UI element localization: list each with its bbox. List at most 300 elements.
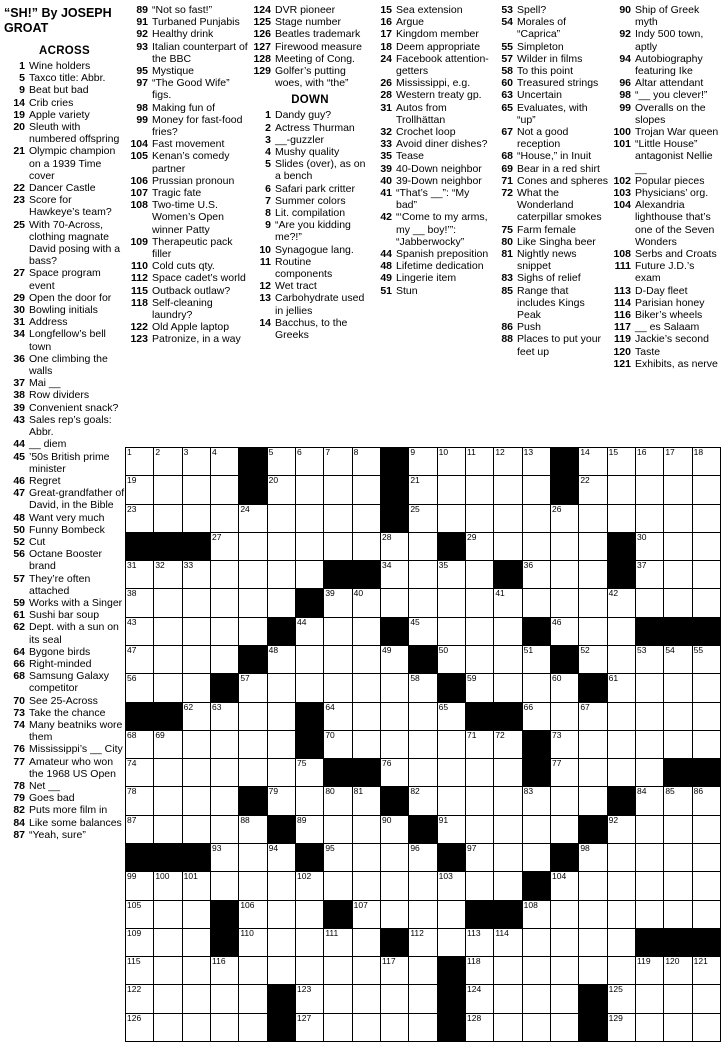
- cell-r16c3[interactable]: [183, 872, 210, 899]
- cell-r8c14[interactable]: [494, 646, 521, 673]
- cell-r11c3[interactable]: [183, 731, 210, 758]
- cell-r8c20[interactable]: [664, 646, 691, 673]
- cell-r11c14[interactable]: [494, 731, 521, 758]
- cell-r14c20[interactable]: [664, 816, 691, 843]
- cell-r5c6[interactable]: [268, 561, 295, 588]
- cell-r18c12[interactable]: [438, 929, 465, 956]
- cell-r19c17[interactable]: [579, 957, 606, 984]
- cell-r12c13[interactable]: [466, 759, 493, 786]
- cell-r17c20[interactable]: [664, 901, 691, 928]
- cell-r12c1[interactable]: [126, 759, 153, 786]
- cell-r13c19[interactable]: [636, 787, 663, 814]
- cell-r1c9[interactable]: [353, 448, 380, 475]
- cell-r14c13[interactable]: [466, 816, 493, 843]
- cell-r13c20[interactable]: [664, 787, 691, 814]
- cell-r16c5[interactable]: [239, 872, 266, 899]
- cell-r4c10[interactable]: [381, 533, 408, 560]
- cell-r1c17[interactable]: [579, 448, 606, 475]
- cell-r5c12[interactable]: [438, 561, 465, 588]
- cell-r13c15[interactable]: [523, 787, 550, 814]
- cell-r20c8[interactable]: [324, 985, 351, 1012]
- cell-r15c19[interactable]: [636, 844, 663, 871]
- cell-r1c12[interactable]: [438, 448, 465, 475]
- cell-r5c20[interactable]: [664, 561, 691, 588]
- cell-r21c15[interactable]: [523, 1014, 550, 1041]
- cell-r18c14[interactable]: [494, 929, 521, 956]
- cell-r11c16[interactable]: [551, 731, 578, 758]
- cell-r15c18[interactable]: [608, 844, 635, 871]
- cell-r8c2[interactable]: [154, 646, 181, 673]
- cell-r17c11[interactable]: [409, 901, 436, 928]
- cell-r9c19[interactable]: [636, 674, 663, 701]
- cell-r14c2[interactable]: [154, 816, 181, 843]
- cell-r4c11[interactable]: [409, 533, 436, 560]
- cell-r2c11[interactable]: [409, 476, 436, 503]
- cell-r14c1[interactable]: [126, 816, 153, 843]
- cell-r5c17[interactable]: [579, 561, 606, 588]
- cell-r19c9[interactable]: [353, 957, 380, 984]
- cell-r13c9[interactable]: [353, 787, 380, 814]
- cell-r11c11[interactable]: [409, 731, 436, 758]
- cell-r1c13[interactable]: [466, 448, 493, 475]
- cell-r7c9[interactable]: [353, 618, 380, 645]
- cell-r18c13[interactable]: [466, 929, 493, 956]
- cell-r13c2[interactable]: [154, 787, 181, 814]
- cell-r7c7[interactable]: [296, 618, 323, 645]
- cell-r11c18[interactable]: [608, 731, 635, 758]
- cell-r6c12[interactable]: [438, 589, 465, 616]
- cell-r6c11[interactable]: [409, 589, 436, 616]
- cell-r2c2[interactable]: [154, 476, 181, 503]
- cell-r18c17[interactable]: [579, 929, 606, 956]
- cell-r16c9[interactable]: [353, 872, 380, 899]
- cell-r20c9[interactable]: [353, 985, 380, 1012]
- cell-r9c15[interactable]: [523, 674, 550, 701]
- cell-r6c17[interactable]: [579, 589, 606, 616]
- cell-r11c13[interactable]: [466, 731, 493, 758]
- cell-r9c7[interactable]: [296, 674, 323, 701]
- cell-r20c11[interactable]: [409, 985, 436, 1012]
- cell-r16c14[interactable]: [494, 872, 521, 899]
- cell-r19c7[interactable]: [296, 957, 323, 984]
- cell-r20c10[interactable]: [381, 985, 408, 1012]
- cell-r19c18[interactable]: [608, 957, 635, 984]
- cell-r8c8[interactable]: [324, 646, 351, 673]
- cell-r21c9[interactable]: [353, 1014, 380, 1041]
- cell-r21c21[interactable]: [693, 1014, 720, 1041]
- cell-r2c19[interactable]: [636, 476, 663, 503]
- cell-r16c6[interactable]: [268, 872, 295, 899]
- cell-r16c16[interactable]: [551, 872, 578, 899]
- cell-r12c2[interactable]: [154, 759, 181, 786]
- cell-r20c15[interactable]: [523, 985, 550, 1012]
- cell-r9c3[interactable]: [183, 674, 210, 701]
- cell-r21c3[interactable]: [183, 1014, 210, 1041]
- cell-r15c13[interactable]: [466, 844, 493, 871]
- cell-r21c10[interactable]: [381, 1014, 408, 1041]
- cell-r21c16[interactable]: [551, 1014, 578, 1041]
- cell-r10c8[interactable]: [324, 703, 351, 730]
- cell-r15c4[interactable]: [211, 844, 238, 871]
- cell-r12c14[interactable]: [494, 759, 521, 786]
- cell-r4c4[interactable]: [211, 533, 238, 560]
- cell-r8c19[interactable]: [636, 646, 663, 673]
- cell-r9c1[interactable]: [126, 674, 153, 701]
- cell-r11c21[interactable]: [693, 731, 720, 758]
- cell-r13c21[interactable]: [693, 787, 720, 814]
- cell-r9c16[interactable]: [551, 674, 578, 701]
- cell-r10c9[interactable]: [353, 703, 380, 730]
- cell-r12c16[interactable]: [551, 759, 578, 786]
- cell-r5c5[interactable]: [239, 561, 266, 588]
- cell-r21c14[interactable]: [494, 1014, 521, 1041]
- cell-r18c2[interactable]: [154, 929, 181, 956]
- cell-r15c5[interactable]: [239, 844, 266, 871]
- cell-r14c9[interactable]: [353, 816, 380, 843]
- cell-r13c16[interactable]: [551, 787, 578, 814]
- cell-r16c8[interactable]: [324, 872, 351, 899]
- cell-r10c5[interactable]: [239, 703, 266, 730]
- cell-r14c3[interactable]: [183, 816, 210, 843]
- cell-r18c3[interactable]: [183, 929, 210, 956]
- cell-r21c4[interactable]: [211, 1014, 238, 1041]
- cell-r12c4[interactable]: [211, 759, 238, 786]
- cell-r6c21[interactable]: [693, 589, 720, 616]
- cell-r18c6[interactable]: [268, 929, 295, 956]
- cell-r4c19[interactable]: [636, 533, 663, 560]
- cell-r6c4[interactable]: [211, 589, 238, 616]
- cell-r3c1[interactable]: [126, 505, 153, 532]
- cell-r17c10[interactable]: [381, 901, 408, 928]
- cell-r17c9[interactable]: [353, 901, 380, 928]
- cell-r7c1[interactable]: [126, 618, 153, 645]
- cell-r4c6[interactable]: [268, 533, 295, 560]
- cell-r11c1[interactable]: [126, 731, 153, 758]
- cell-r3c4[interactable]: [211, 505, 238, 532]
- cell-r11c17[interactable]: [579, 731, 606, 758]
- cell-r19c15[interactable]: [523, 957, 550, 984]
- cell-r10c15[interactable]: [523, 703, 550, 730]
- cell-r7c13[interactable]: [466, 618, 493, 645]
- cell-r4c8[interactable]: [324, 533, 351, 560]
- cell-r8c3[interactable]: [183, 646, 210, 673]
- cell-r5c1[interactable]: [126, 561, 153, 588]
- cell-r15c20[interactable]: [664, 844, 691, 871]
- cell-r8c15[interactable]: [523, 646, 550, 673]
- cell-r3c6[interactable]: [268, 505, 295, 532]
- cell-r1c2[interactable]: [154, 448, 181, 475]
- cell-r5c15[interactable]: [523, 561, 550, 588]
- cell-r14c10[interactable]: [381, 816, 408, 843]
- cell-r17c1[interactable]: [126, 901, 153, 928]
- cell-r20c1[interactable]: [126, 985, 153, 1012]
- cell-r10c19[interactable]: [636, 703, 663, 730]
- cell-r16c11[interactable]: [409, 872, 436, 899]
- cell-r4c21[interactable]: [693, 533, 720, 560]
- cell-r13c1[interactable]: [126, 787, 153, 814]
- cell-r9c20[interactable]: [664, 674, 691, 701]
- cell-r21c8[interactable]: [324, 1014, 351, 1041]
- cell-r7c18[interactable]: [608, 618, 635, 645]
- cell-r17c7[interactable]: [296, 901, 323, 928]
- cell-r16c17[interactable]: [579, 872, 606, 899]
- cell-r3c17[interactable]: [579, 505, 606, 532]
- cell-r2c14[interactable]: [494, 476, 521, 503]
- cell-r13c12[interactable]: [438, 787, 465, 814]
- cell-r6c8[interactable]: [324, 589, 351, 616]
- cell-r7c17[interactable]: [579, 618, 606, 645]
- cell-r4c9[interactable]: [353, 533, 380, 560]
- cell-r11c10[interactable]: [381, 731, 408, 758]
- cell-r14c12[interactable]: [438, 816, 465, 843]
- cell-r1c3[interactable]: [183, 448, 210, 475]
- cell-r12c17[interactable]: [579, 759, 606, 786]
- cell-r21c5[interactable]: [239, 1014, 266, 1041]
- cell-r21c18[interactable]: [608, 1014, 635, 1041]
- cell-r7c4[interactable]: [211, 618, 238, 645]
- cell-r19c11[interactable]: [409, 957, 436, 984]
- cell-r19c20[interactable]: [664, 957, 691, 984]
- cell-r4c17[interactable]: [579, 533, 606, 560]
- cell-r8c4[interactable]: [211, 646, 238, 673]
- cell-r8c1[interactable]: [126, 646, 153, 673]
- cell-r10c17[interactable]: [579, 703, 606, 730]
- cell-r1c4[interactable]: [211, 448, 238, 475]
- cell-r10c16[interactable]: [551, 703, 578, 730]
- cell-r15c11[interactable]: [409, 844, 436, 871]
- cell-r9c9[interactable]: [353, 674, 380, 701]
- cell-r20c5[interactable]: [239, 985, 266, 1012]
- cell-r9c18[interactable]: [608, 674, 635, 701]
- cell-r9c10[interactable]: [381, 674, 408, 701]
- cell-r3c9[interactable]: [353, 505, 380, 532]
- cell-r2c7[interactable]: [296, 476, 323, 503]
- cell-r11c6[interactable]: [268, 731, 295, 758]
- cell-r6c10[interactable]: [381, 589, 408, 616]
- cell-r1c15[interactable]: [523, 448, 550, 475]
- cell-r14c14[interactable]: [494, 816, 521, 843]
- cell-r15c10[interactable]: [381, 844, 408, 871]
- cell-r10c3[interactable]: [183, 703, 210, 730]
- cell-r20c7[interactable]: [296, 985, 323, 1012]
- cell-r10c20[interactable]: [664, 703, 691, 730]
- cell-r3c21[interactable]: [693, 505, 720, 532]
- cell-r10c4[interactable]: [211, 703, 238, 730]
- cell-r7c16[interactable]: [551, 618, 578, 645]
- cell-r16c4[interactable]: [211, 872, 238, 899]
- cell-r2c13[interactable]: [466, 476, 493, 503]
- cell-r9c13[interactable]: [466, 674, 493, 701]
- cell-r19c2[interactable]: [154, 957, 181, 984]
- cell-r19c16[interactable]: [551, 957, 578, 984]
- cell-r3c14[interactable]: [494, 505, 521, 532]
- cell-r3c13[interactable]: [466, 505, 493, 532]
- cell-r3c7[interactable]: [296, 505, 323, 532]
- cell-r2c8[interactable]: [324, 476, 351, 503]
- cell-r2c6[interactable]: [268, 476, 295, 503]
- cell-r13c4[interactable]: [211, 787, 238, 814]
- cell-r10c6[interactable]: [268, 703, 295, 730]
- cell-r8c9[interactable]: [353, 646, 380, 673]
- cell-r7c3[interactable]: [183, 618, 210, 645]
- cell-r19c21[interactable]: [693, 957, 720, 984]
- cell-r12c7[interactable]: [296, 759, 323, 786]
- cell-r19c1[interactable]: [126, 957, 153, 984]
- cell-r6c3[interactable]: [183, 589, 210, 616]
- cell-r2c20[interactable]: [664, 476, 691, 503]
- cell-r21c11[interactable]: [409, 1014, 436, 1041]
- cell-r20c21[interactable]: [693, 985, 720, 1012]
- cell-r13c13[interactable]: [466, 787, 493, 814]
- cell-r3c11[interactable]: [409, 505, 436, 532]
- cell-r12c6[interactable]: [268, 759, 295, 786]
- cell-r14c8[interactable]: [324, 816, 351, 843]
- cell-r12c3[interactable]: [183, 759, 210, 786]
- cell-r20c19[interactable]: [636, 985, 663, 1012]
- cell-r4c20[interactable]: [664, 533, 691, 560]
- cell-r8c21[interactable]: [693, 646, 720, 673]
- cell-r12c10[interactable]: [381, 759, 408, 786]
- cell-r15c8[interactable]: [324, 844, 351, 871]
- cell-r8c17[interactable]: [579, 646, 606, 673]
- cell-r18c16[interactable]: [551, 929, 578, 956]
- cell-r14c7[interactable]: [296, 816, 323, 843]
- cell-r15c6[interactable]: [268, 844, 295, 871]
- cell-r3c5[interactable]: [239, 505, 266, 532]
- cell-r4c7[interactable]: [296, 533, 323, 560]
- cell-r6c14[interactable]: [494, 589, 521, 616]
- cell-r4c13[interactable]: [466, 533, 493, 560]
- cell-r17c3[interactable]: [183, 901, 210, 928]
- cell-r14c4[interactable]: [211, 816, 238, 843]
- cell-r2c12[interactable]: [438, 476, 465, 503]
- cell-r19c4[interactable]: [211, 957, 238, 984]
- cell-r2c3[interactable]: [183, 476, 210, 503]
- cell-r8c13[interactable]: [466, 646, 493, 673]
- cell-r7c14[interactable]: [494, 618, 521, 645]
- cell-r6c15[interactable]: [523, 589, 550, 616]
- cell-r14c19[interactable]: [636, 816, 663, 843]
- cell-r18c7[interactable]: [296, 929, 323, 956]
- cell-r1c6[interactable]: [268, 448, 295, 475]
- cell-r9c21[interactable]: [693, 674, 720, 701]
- cell-r13c14[interactable]: [494, 787, 521, 814]
- cell-r8c7[interactable]: [296, 646, 323, 673]
- cell-r16c7[interactable]: [296, 872, 323, 899]
- cell-r20c3[interactable]: [183, 985, 210, 1012]
- cell-r16c20[interactable]: [664, 872, 691, 899]
- cell-r9c14[interactable]: [494, 674, 521, 701]
- cell-r6c1[interactable]: [126, 589, 153, 616]
- cell-r4c15[interactable]: [523, 533, 550, 560]
- cell-r6c6[interactable]: [268, 589, 295, 616]
- cell-r16c19[interactable]: [636, 872, 663, 899]
- cell-r3c18[interactable]: [608, 505, 635, 532]
- cell-r9c8[interactable]: [324, 674, 351, 701]
- cell-r19c5[interactable]: [239, 957, 266, 984]
- cell-r12c5[interactable]: [239, 759, 266, 786]
- cell-r3c15[interactable]: [523, 505, 550, 532]
- cell-r16c18[interactable]: [608, 872, 635, 899]
- cell-r16c2[interactable]: [154, 872, 181, 899]
- cell-r11c20[interactable]: [664, 731, 691, 758]
- cell-r13c6[interactable]: [268, 787, 295, 814]
- cell-r1c8[interactable]: [324, 448, 351, 475]
- cell-r15c14[interactable]: [494, 844, 521, 871]
- cell-r18c5[interactable]: [239, 929, 266, 956]
- cell-r3c12[interactable]: [438, 505, 465, 532]
- cell-r2c9[interactable]: [353, 476, 380, 503]
- cell-r13c8[interactable]: [324, 787, 351, 814]
- cell-r15c21[interactable]: [693, 844, 720, 871]
- cell-r15c9[interactable]: [353, 844, 380, 871]
- cell-r11c19[interactable]: [636, 731, 663, 758]
- cell-r17c19[interactable]: [636, 901, 663, 928]
- cell-r19c6[interactable]: [268, 957, 295, 984]
- cell-r6c9[interactable]: [353, 589, 380, 616]
- cell-r6c2[interactable]: [154, 589, 181, 616]
- cell-r13c7[interactable]: [296, 787, 323, 814]
- cell-r1c1[interactable]: [126, 448, 153, 475]
- cell-r5c2[interactable]: [154, 561, 181, 588]
- cell-r16c10[interactable]: [381, 872, 408, 899]
- cell-r9c5[interactable]: [239, 674, 266, 701]
- cell-r7c8[interactable]: [324, 618, 351, 645]
- cell-r4c16[interactable]: [551, 533, 578, 560]
- cell-r2c15[interactable]: [523, 476, 550, 503]
- cell-r19c10[interactable]: [381, 957, 408, 984]
- cell-r4c14[interactable]: [494, 533, 521, 560]
- cell-r17c15[interactable]: [523, 901, 550, 928]
- cell-r16c12[interactable]: [438, 872, 465, 899]
- cell-r10c10[interactable]: [381, 703, 408, 730]
- cell-r2c18[interactable]: [608, 476, 635, 503]
- cell-r20c13[interactable]: [466, 985, 493, 1012]
- cell-r20c16[interactable]: [551, 985, 578, 1012]
- cell-r3c2[interactable]: [154, 505, 181, 532]
- cell-r17c21[interactable]: [693, 901, 720, 928]
- cell-r3c16[interactable]: [551, 505, 578, 532]
- cell-r10c12[interactable]: [438, 703, 465, 730]
- cell-r5c11[interactable]: [409, 561, 436, 588]
- cell-r1c20[interactable]: [664, 448, 691, 475]
- cell-r10c18[interactable]: [608, 703, 635, 730]
- cell-r5c7[interactable]: [296, 561, 323, 588]
- cell-r19c14[interactable]: [494, 957, 521, 984]
- cell-r14c15[interactable]: [523, 816, 550, 843]
- cell-r3c20[interactable]: [664, 505, 691, 532]
- cell-r10c11[interactable]: [409, 703, 436, 730]
- cell-r18c8[interactable]: [324, 929, 351, 956]
- cell-r3c19[interactable]: [636, 505, 663, 532]
- cell-r18c11[interactable]: [409, 929, 436, 956]
- cell-r16c21[interactable]: [693, 872, 720, 899]
- cell-r17c18[interactable]: [608, 901, 635, 928]
- cell-r20c14[interactable]: [494, 985, 521, 1012]
- cell-r17c6[interactable]: [268, 901, 295, 928]
- cell-r11c8[interactable]: [324, 731, 351, 758]
- cell-r13c11[interactable]: [409, 787, 436, 814]
- cell-r12c11[interactable]: [409, 759, 436, 786]
- cell-r11c9[interactable]: [353, 731, 380, 758]
- cell-r13c17[interactable]: [579, 787, 606, 814]
- cell-r14c18[interactable]: [608, 816, 635, 843]
- cell-r3c8[interactable]: [324, 505, 351, 532]
- cell-r19c3[interactable]: [183, 957, 210, 984]
- cell-r6c19[interactable]: [636, 589, 663, 616]
- cell-r21c19[interactable]: [636, 1014, 663, 1041]
- cell-r13c3[interactable]: [183, 787, 210, 814]
